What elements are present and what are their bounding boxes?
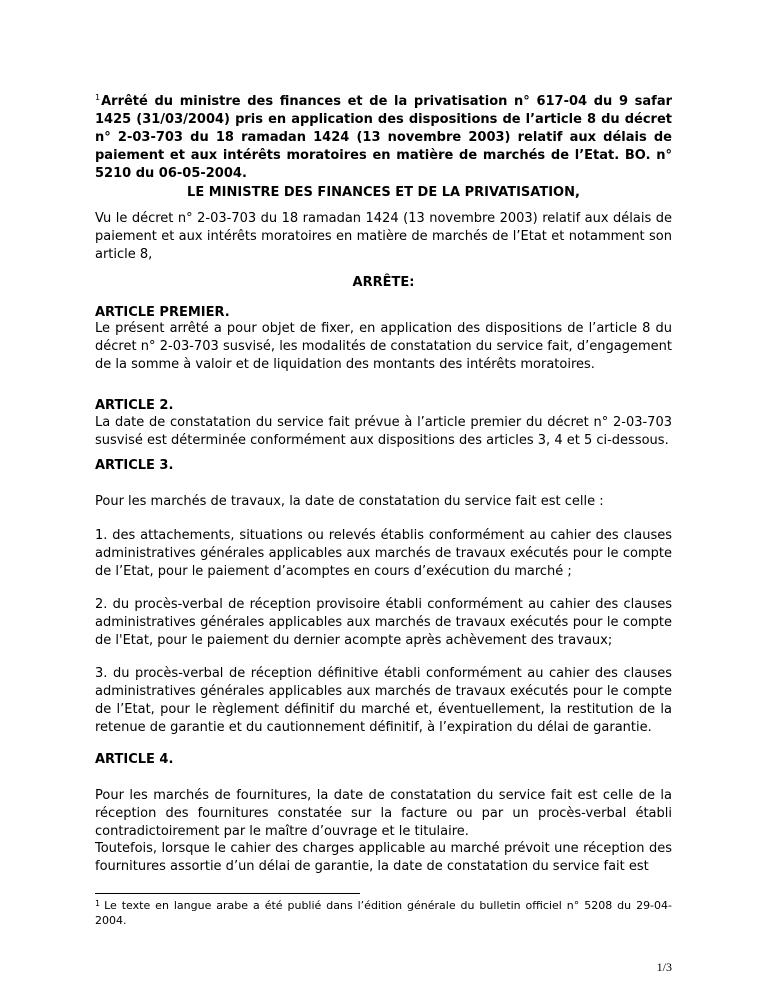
minister-heading: LE MINISTRE DES FINANCES ET DE LA PRIVATISATION, bbox=[187, 185, 580, 200]
article-4-paragraph-1: Pour les marchés de fournitures, la date de constatation du service fait est celle de la réception des fournitures constatée sur la facture ou par un procès-verbal établi contradictoirement par le maître d’ouvrage et le titulaire. bbox=[95, 788, 672, 839]
article-2-paragraph: La date de constatation du service fait prévue à l’article premier du décret n° 2-03-703 susvisé est déterminée conformément aux dispositions des articles 3, 4 et 5 ci-dessous. bbox=[95, 415, 672, 448]
article-3-item-1: 1. des attachements, situations ou relevés établis conformément au cahier des clauses administratives générales applicables aux marchés de travaux exécutés pour le compte de l’Etat, pour le paiement d’acomptes en cours d’exécution du marché ; bbox=[95, 528, 672, 579]
page-number: 1/3 bbox=[656, 960, 672, 974]
footnote bbox=[95, 898, 672, 928]
title-footnote-mark: 1 bbox=[95, 93, 101, 102]
article-3-item-2: 2. du procès-verbal de réception provisoire établi conformément au cahier des clauses administratives générales applicables aux marchés de travaux exécutés pour le compte de l'Etat, pour le paiement du dernier acompte après achèvement des travaux; bbox=[95, 597, 672, 648]
article-1-heading: ARTICLE PREMIER. bbox=[95, 305, 230, 320]
article-3-intro: Pour les marchés de travaux, la date de constatation du service fait est celle : bbox=[95, 494, 604, 509]
footnote-mark: 1 bbox=[95, 899, 101, 908]
article-2-heading: ARTICLE 2. bbox=[95, 398, 174, 413]
article-4-paragraph-2: Toutefois, lorsque le cahier des charges applicable au marché prévoit une réception des fournitures assortie d’un délai de garantie, la date de constatation du service fait est bbox=[95, 841, 672, 874]
article-3-item-3: 3. du procès-verbal de réception définitive établi conformément au cahier des clauses administratives générales applicables aux marchés de travaux exécutés pour le compte de l’Etat, pour le règlement définitif du marché et, éventuellement, la restitution de la retenue de garantie et du cautionnement définitif, à l’expiration du délai de garantie. bbox=[95, 666, 672, 735]
article-4-heading: ARTICLE 4. bbox=[95, 752, 174, 767]
arrete-heading: ARRÊTE: bbox=[352, 275, 415, 290]
document-title-text: Arrêté du ministre des finances et de la privatisation n° 617-04 du 9 safar 1425 (31/03/2004) pris en application des dispositions de l’article 8 du décret n° 2-03-703 du 18 ramadan 1424 (13 novembre 2003) relatif aux délais de paiement et aux intérêts moratoires en matière de marchés de l’Etat. BO. n° 5210 du 06-05-2004. bbox=[95, 94, 672, 181]
document-title bbox=[95, 93, 672, 183]
article-1-paragraph: Le présent arrêté a pour objet de fixer, en application des dispositions de l’article 8 du décret n° 2-03-703 susvisé, les modalités de constatation du service fait, d’engagement de la somme à valoir et de liquidation des montants des intérêts moratoires. bbox=[95, 321, 672, 372]
preamble: Vu le décret n° 2-03-703 du 18 ramadan 1424 (13 novembre 2003) relatif aux délais de paiement et aux intérêts moratoires en matière de marchés de l’Etat et notamment son article 8, bbox=[95, 211, 672, 262]
article-3-heading: ARTICLE 3. bbox=[95, 458, 174, 473]
document-page bbox=[95, 0, 672, 994]
footnote-text: Le texte en langue arabe a été publié dans l’édition générale du bulletin officiel n° 5208 du 29-04-2004. bbox=[95, 899, 672, 927]
footnote-separator bbox=[95, 893, 360, 894]
